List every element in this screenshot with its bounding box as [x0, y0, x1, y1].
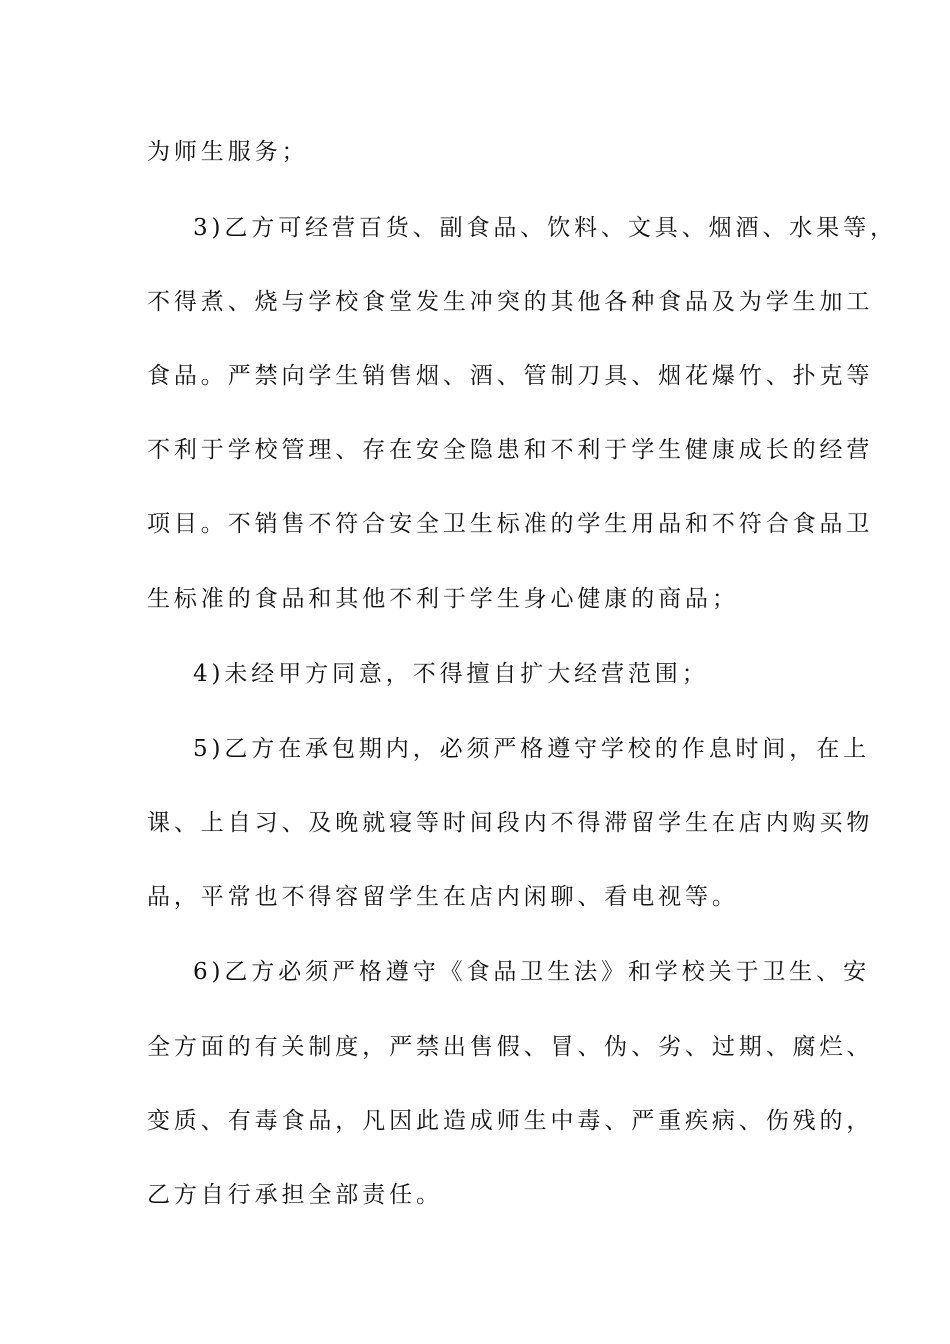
- text-line: 乙方自行承担全部责任。: [147, 1182, 443, 1208]
- text-line: 食品。严禁向学生销售烟、酒、管制刀具、烟花爆竹、扑克等: [147, 363, 874, 389]
- text-line: 6)乙方必须严格遵守《食品卫生法》和学校关于卫生、安: [193, 959, 871, 985]
- text-line: 项目。不销售不符合安全卫生标准的学生用品和不符合食品卫: [147, 511, 874, 537]
- text-line: 3)乙方可经营百货、副食品、饮料、文具、烟酒、水果等，: [193, 215, 897, 241]
- text-line: 全方面的有关制度，严禁出售假、冒、伪、劣、过期、腐烂、: [147, 1034, 874, 1060]
- text-line: 变质、有毒食品，凡因此造成师生中毒、严重疾病、伤残的，: [147, 1108, 874, 1134]
- text-line: 生标准的食品和其他不利于学生身心健康的商品；: [147, 586, 739, 612]
- text-line: 为师生服务；: [147, 139, 309, 165]
- text-line: 课、上自习、及晚就寝等时间段内不得滞留学生在店内购买物: [147, 810, 874, 836]
- text-line: 不利于学校管理、存在安全隐患和不利于学生健康成长的经营: [147, 437, 874, 463]
- text-line: 5)乙方在承包期内，必须严格遵守学校的作息时间，在上: [193, 736, 871, 762]
- text-line: 4)未经甲方同意，不得擅自扩大经营范围；: [193, 661, 709, 687]
- text-line: 品，平常也不得容留学生在店内闲聊、看电视等。: [147, 884, 739, 910]
- text-line: 不得煮、烧与学校食堂发生冲突的其他各种食品及为学生加工: [147, 289, 874, 315]
